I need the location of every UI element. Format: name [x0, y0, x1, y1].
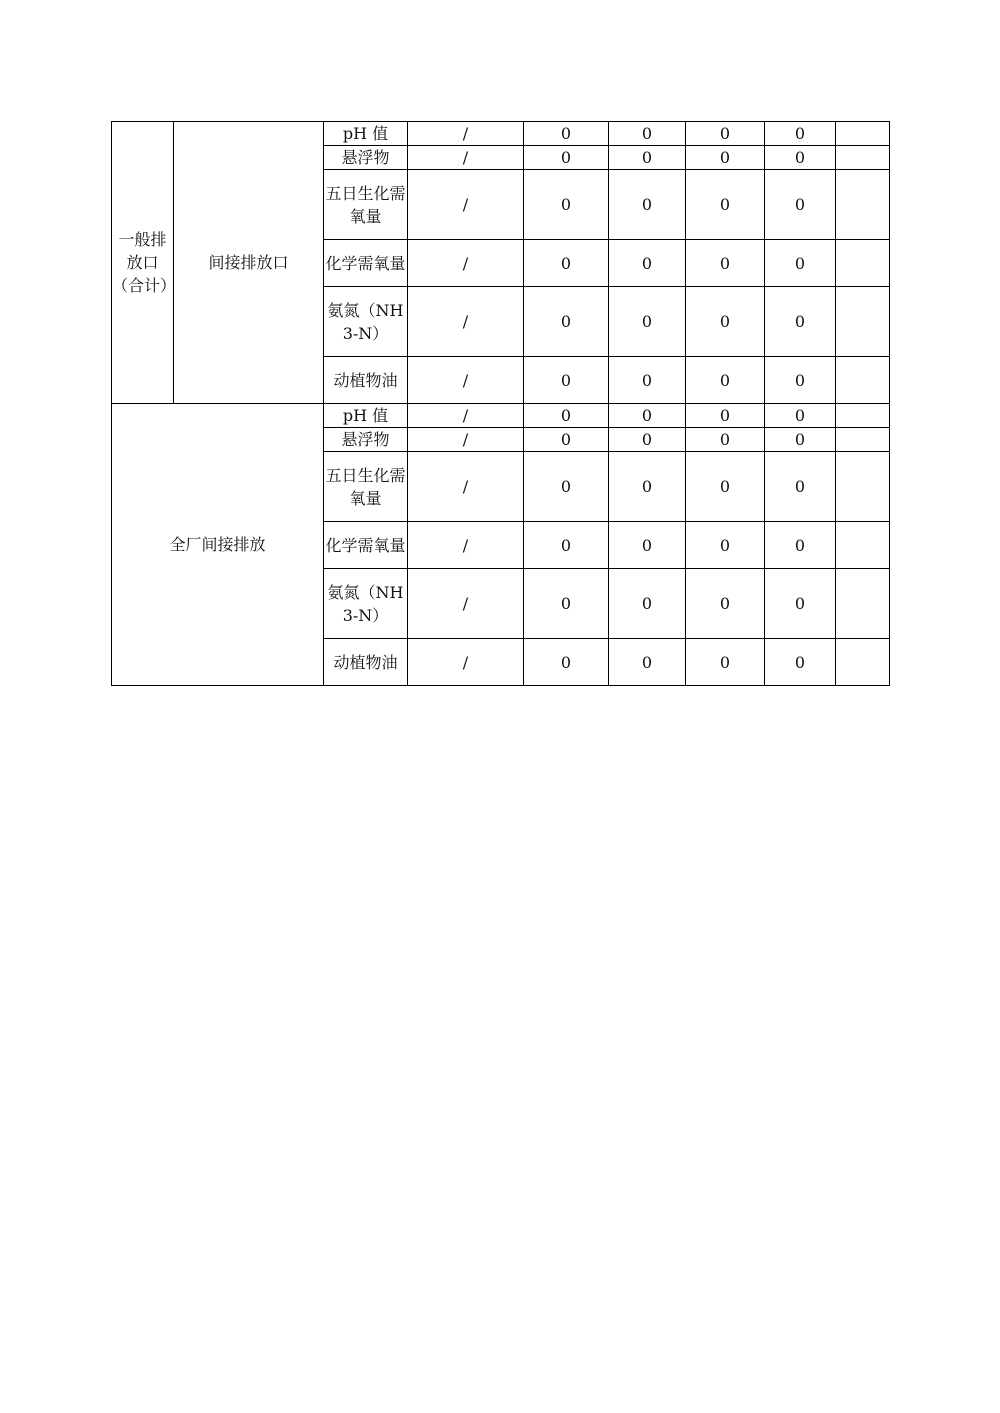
value-cell: [836, 522, 890, 569]
pollutant-cell: 动植物油: [324, 639, 408, 686]
value-cell: 0: [609, 240, 686, 287]
table-row: [112, 404, 890, 428]
value-cell: 0: [686, 569, 765, 639]
value-cell: 0: [524, 452, 609, 522]
value-cell: /: [408, 287, 524, 357]
group-label-plant-total: 全厂间接排放: [112, 404, 324, 686]
value-cell: 0: [609, 170, 686, 240]
value-cell: /: [408, 357, 524, 404]
value-cell: 0: [686, 428, 765, 452]
value-cell: [836, 170, 890, 240]
value-cell: /: [408, 170, 524, 240]
value-cell: 0: [609, 357, 686, 404]
value-cell: /: [408, 522, 524, 569]
value-cell: 0: [609, 287, 686, 357]
value-cell: [836, 404, 890, 428]
value-cell: 0: [686, 122, 765, 146]
value-cell: /: [408, 146, 524, 170]
value-cell: 0: [765, 428, 836, 452]
value-cell: 0: [524, 122, 609, 146]
value-cell: 0: [609, 452, 686, 522]
value-cell: 0: [686, 522, 765, 569]
value-cell: 0: [686, 170, 765, 240]
value-cell: [836, 639, 890, 686]
value-cell: [836, 569, 890, 639]
value-cell: 0: [524, 240, 609, 287]
pollutant-cell: 悬浮物: [324, 428, 408, 452]
value-cell: 0: [765, 357, 836, 404]
value-cell: 0: [524, 404, 609, 428]
group-label-general-outlet: 一般排放口（合计）: [112, 122, 174, 404]
value-cell: 0: [609, 569, 686, 639]
value-cell: 0: [765, 639, 836, 686]
value-cell: 0: [765, 569, 836, 639]
value-cell: 0: [524, 170, 609, 240]
pollutant-cell: pH 值: [324, 122, 408, 146]
value-cell: 0: [609, 146, 686, 170]
table-row: [112, 122, 890, 146]
value-cell: 0: [609, 428, 686, 452]
value-cell: [836, 357, 890, 404]
pollutant-cell: 氨氮（NH3-N）: [324, 287, 408, 357]
value-cell: 0: [686, 357, 765, 404]
value-cell: [836, 452, 890, 522]
value-cell: /: [408, 639, 524, 686]
value-cell: 0: [686, 240, 765, 287]
emissions-table: [111, 121, 890, 686]
value-cell: [836, 287, 890, 357]
value-cell: [836, 428, 890, 452]
pollutant-cell: 五日生化需氧量: [324, 452, 408, 522]
value-cell: /: [408, 452, 524, 522]
value-cell: 0: [686, 639, 765, 686]
value-cell: 0: [609, 404, 686, 428]
value-cell: 0: [609, 639, 686, 686]
value-cell: 0: [765, 452, 836, 522]
value-cell: /: [408, 404, 524, 428]
value-cell: 0: [686, 404, 765, 428]
value-cell: 0: [524, 522, 609, 569]
value-cell: 0: [524, 569, 609, 639]
pollutant-cell: 动植物油: [324, 357, 408, 404]
value-cell: 0: [765, 146, 836, 170]
value-cell: 0: [765, 170, 836, 240]
value-cell: 0: [686, 287, 765, 357]
pollutant-cell: 化学需氧量: [324, 240, 408, 287]
value-cell: 0: [609, 122, 686, 146]
value-cell: 0: [686, 452, 765, 522]
value-cell: 0: [765, 522, 836, 569]
value-cell: [836, 240, 890, 287]
pollutant-cell: 五日生化需氧量: [324, 170, 408, 240]
value-cell: 0: [524, 287, 609, 357]
pollutant-cell: 氨氮（NH3-N）: [324, 569, 408, 639]
value-cell: /: [408, 428, 524, 452]
value-cell: 0: [765, 404, 836, 428]
pollutant-cell: pH 值: [324, 404, 408, 428]
pollutant-cell: 化学需氧量: [324, 522, 408, 569]
value-cell: /: [408, 569, 524, 639]
value-cell: 0: [765, 240, 836, 287]
value-cell: 0: [524, 428, 609, 452]
value-cell: [836, 122, 890, 146]
value-cell: /: [408, 122, 524, 146]
value-cell: 0: [524, 639, 609, 686]
pollutant-cell: 悬浮物: [324, 146, 408, 170]
outlet-label: 间接排放口: [174, 122, 324, 404]
value-cell: 0: [765, 122, 836, 146]
value-cell: /: [408, 240, 524, 287]
value-cell: 0: [524, 357, 609, 404]
value-cell: 0: [765, 287, 836, 357]
value-cell: 0: [609, 522, 686, 569]
value-cell: 0: [524, 146, 609, 170]
value-cell: [836, 146, 890, 170]
value-cell: 0: [686, 146, 765, 170]
